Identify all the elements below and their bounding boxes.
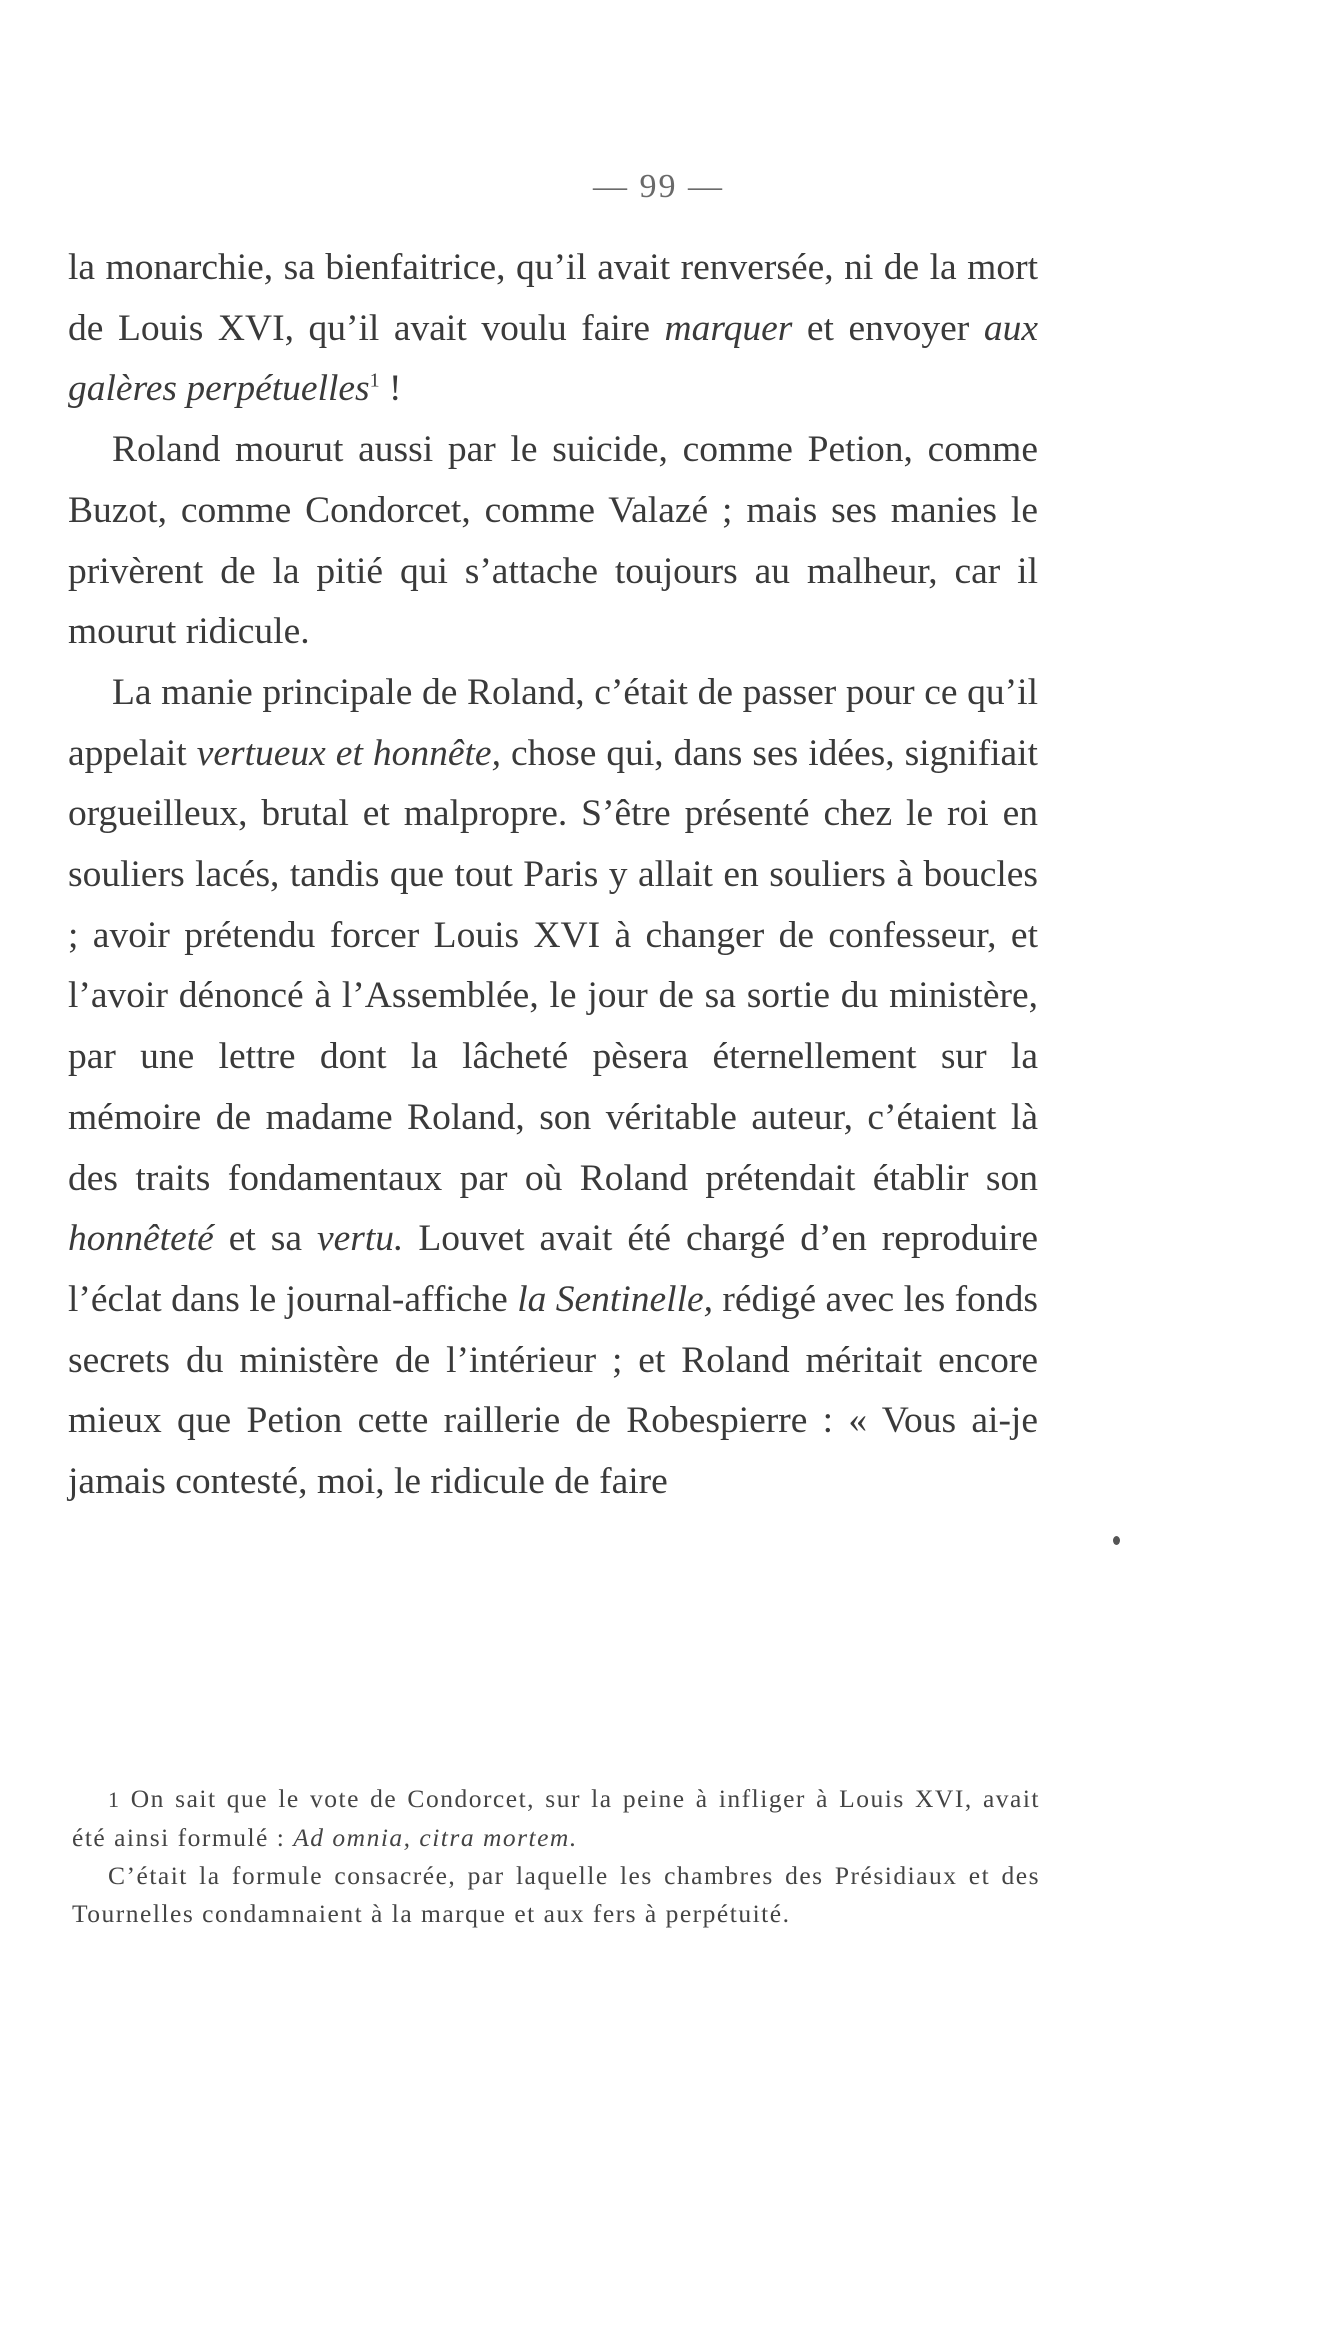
paragraph-3-text-2: chose qui, dans ses idées, signifiait orgueilleux, brutal et malpropre. S’être présenté chez le roi en souliers lacés, tandis que tout Paris y allait en souliers à boucles ; avoir prétendu forcer Louis XVI à changer de confesseur, et l’avoir dénoncé à l’Assemblée, le jour de sa sortie du ministère, par une lettre dont la lâcheté pèsera éternellement sur la mémoire de madame Roland, son véritable auteur, c’étaient là des traits fondamentaux par où Roland prétendait établir son bbox=[68, 732, 1038, 1199]
body-text bbox=[68, 238, 1038, 1513]
footnote-1-italic: Ad omnia, citra mortem. bbox=[293, 1823, 578, 1852]
paragraph-3-text: La manie principale de Roland, c’était de passer pour ce qu’il appelait bbox=[68, 671, 1038, 774]
footnotes bbox=[72, 1780, 1040, 1933]
italic-sentinelle: la Sentinelle, bbox=[517, 1278, 714, 1320]
footnote-1-number: 1 bbox=[108, 1787, 121, 1812]
paragraph-1-text: la monarchie, sa bienfaitrice, qu’il avait renversée, ni de la mort de Louis XVI, qu’il avait voulu faire bbox=[68, 247, 1038, 349]
italic-honnetete: honnêteté bbox=[68, 1218, 214, 1260]
paragraph-3-text-5: rédigé avec les fonds secrets du ministère de l’intérieur ; et Roland méritait encore mieux que Petion cette raillerie de Robespierre : « Vous ai-je jamais contesté, moi, le ridicule de faire bbox=[68, 1278, 1038, 1503]
italic-vertueux: vertueux et honnête, bbox=[196, 732, 501, 774]
italic-marquer: marquer bbox=[664, 307, 793, 349]
footnote-2: C’était la formule consacrée, par laquelle les chambres des Présidiaux et des Tournelles condamnaient à la marque et aux fers à perpétuité. bbox=[72, 1861, 1040, 1928]
page-number: — 99 — bbox=[593, 168, 724, 205]
italic-vertu: vertu. bbox=[316, 1218, 404, 1260]
paragraph-1 bbox=[68, 238, 1038, 420]
paragraph-3-text-4: Louvet avait été chargé d’en reproduire l’éclat dans le journal-affiche bbox=[68, 1218, 1038, 1320]
paragraph-1-text-2: et envoyer bbox=[792, 307, 984, 349]
footnote-marker: 1 bbox=[369, 369, 380, 392]
footnote-1 bbox=[72, 1780, 1040, 1857]
ink-speck bbox=[1113, 1536, 1120, 1545]
paragraph-3 bbox=[68, 663, 1038, 1513]
paragraph-1-end: ! bbox=[379, 368, 402, 410]
italic-galeres: aux galères perpétuelles bbox=[68, 307, 1038, 410]
paragraph-2: Roland mourut aussi par le suicide, comme Petion, comme Buzot, comme Condorcet, comme Valazé ; mais ses manies le privèrent de la pitié qui s’attache toujours au malheur, car il mourut ridicule. bbox=[68, 429, 1038, 653]
paragraph-3-text-3: et sa bbox=[213, 1218, 317, 1260]
footnote-1-text: On sait que le vote de Condorcet, sur la peine à infliger à Louis XVI, avait été ainsi formulé : bbox=[72, 1784, 1040, 1852]
